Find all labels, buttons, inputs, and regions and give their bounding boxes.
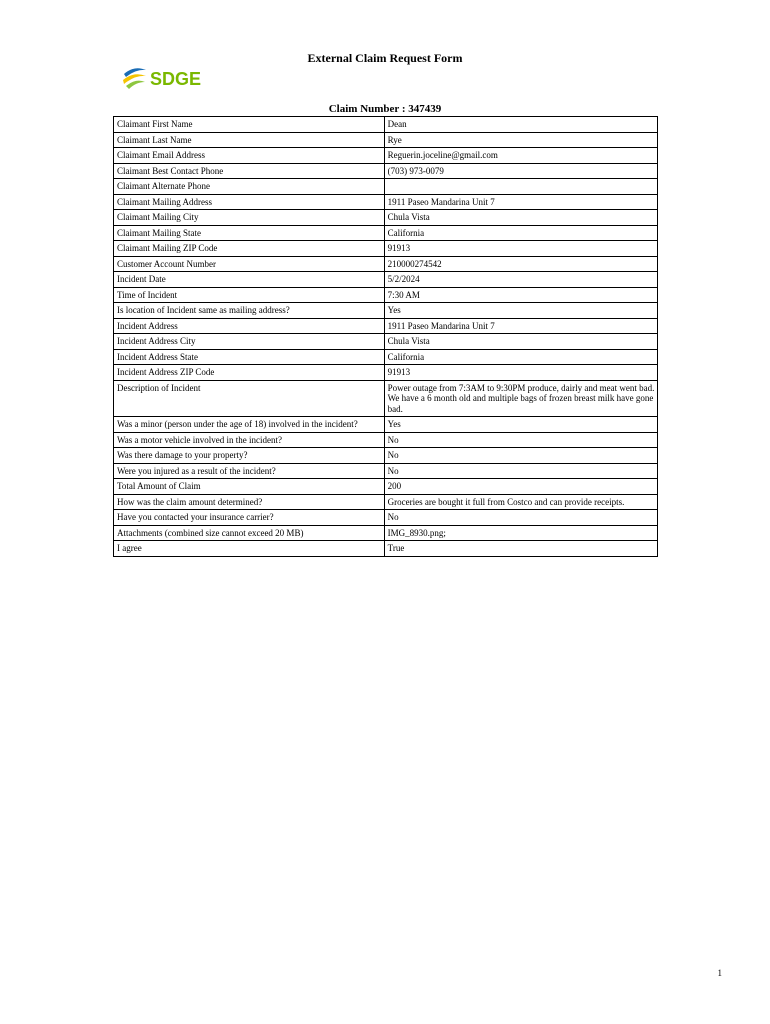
table-row (114, 479, 658, 495)
table-row (114, 494, 658, 510)
field-value: 5/2/2024 (384, 272, 657, 288)
table-row (114, 272, 658, 288)
table-row (114, 510, 658, 526)
table-row (114, 334, 658, 350)
field-value: 210000274542 (384, 256, 657, 272)
table-row (114, 448, 658, 464)
field-value: 200 (384, 479, 657, 495)
field-value (384, 179, 657, 195)
field-label: Claimant Mailing Address (114, 194, 385, 210)
claim-number: Claim Number : 347439 (328, 103, 442, 115)
table-row (114, 463, 658, 479)
table-row (114, 194, 658, 210)
field-label: Claimant Last Name (114, 132, 385, 148)
field-label: Claimant Mailing State (114, 225, 385, 241)
table-row (114, 210, 658, 226)
table-row (114, 179, 658, 195)
page-number: 1 (717, 968, 722, 978)
table-row (114, 163, 658, 179)
field-value: 91913 (384, 241, 657, 257)
field-value: True (384, 541, 657, 557)
sdge-logo (120, 61, 220, 95)
field-value: No (384, 463, 657, 479)
table-row (114, 225, 658, 241)
field-value: Yes (384, 417, 657, 433)
field-label: Have you contacted your insurance carrier? (114, 510, 385, 526)
field-label: Claimant Email Address (114, 148, 385, 164)
sdge-logo-text: SDGE (150, 69, 202, 89)
field-value: California (384, 349, 657, 365)
field-label: Incident Address (114, 318, 385, 334)
field-value: No (384, 510, 657, 526)
field-label: Claimant First Name (114, 117, 385, 133)
field-value: No (384, 448, 657, 464)
field-label: Claimant Best Contact Phone (114, 163, 385, 179)
table-row (114, 256, 658, 272)
table-row (114, 318, 658, 334)
field-value: 1911 Paseo Mandarina Unit 7 (384, 318, 657, 334)
field-value: Chula Vista (384, 334, 657, 350)
field-label: Claimant Mailing ZIP Code (114, 241, 385, 257)
field-value: 7:30 AM (384, 287, 657, 303)
field-label: I agree (114, 541, 385, 557)
field-value: Reguerin.joceline@gmail.com (384, 148, 657, 164)
field-value: Groceries are bought it full from Costco and can provide receipts. (384, 494, 657, 510)
table-row (114, 432, 658, 448)
table-row (114, 349, 658, 365)
table-row (114, 132, 658, 148)
field-label: Attachments (combined size cannot exceed 20 MB) (114, 525, 385, 541)
field-label: Was there damage to your property? (114, 448, 385, 464)
field-value: No (384, 432, 657, 448)
table-row (114, 241, 658, 257)
table-row (114, 541, 658, 557)
field-label: Incident Address ZIP Code (114, 365, 385, 381)
field-label: Claimant Alternate Phone (114, 179, 385, 195)
field-label: Incident Date (114, 272, 385, 288)
field-label: Were you injured as a result of the incident? (114, 463, 385, 479)
field-label: Customer Account Number (114, 256, 385, 272)
field-value: IMG_8930.png; (384, 525, 657, 541)
field-value: Chula Vista (384, 210, 657, 226)
field-value: (703) 973-0079 (384, 163, 657, 179)
document-title: External Claim Request Form (307, 51, 463, 65)
table-row (114, 148, 658, 164)
field-value: 91913 (384, 365, 657, 381)
field-value: Dean (384, 117, 657, 133)
table-row (114, 417, 658, 433)
field-label: Claimant Mailing City (114, 210, 385, 226)
table-row (114, 303, 658, 319)
field-label: Incident Address State (114, 349, 385, 365)
table-row (114, 365, 658, 381)
field-label: Time of Incident (114, 287, 385, 303)
sdge-swoosh-icon (122, 66, 146, 90)
field-value: Rye (384, 132, 657, 148)
claim-details-table (113, 116, 658, 557)
table-row (114, 287, 658, 303)
field-value: Power outage from 7:3AM to 9:30PM produce, dairly and meat went bad. We have a 6 month old and multiple bags of frozen breast milk have gone bad. (384, 380, 657, 417)
field-label: Description of Incident (114, 380, 385, 417)
field-label: How was the claim amount determined? (114, 494, 385, 510)
table-row (114, 380, 658, 417)
field-label: Is location of Incident same as mailing address? (114, 303, 385, 319)
field-value: California (384, 225, 657, 241)
field-label: Incident Address City (114, 334, 385, 350)
field-label: Was a minor (person under the age of 18) involved in the incident? (114, 417, 385, 433)
table-row (114, 525, 658, 541)
field-value: 1911 Paseo Mandarina Unit 7 (384, 194, 657, 210)
field-label: Was a motor vehicle involved in the incident? (114, 432, 385, 448)
field-value: Yes (384, 303, 657, 319)
table-row (114, 117, 658, 133)
field-label: Total Amount of Claim (114, 479, 385, 495)
